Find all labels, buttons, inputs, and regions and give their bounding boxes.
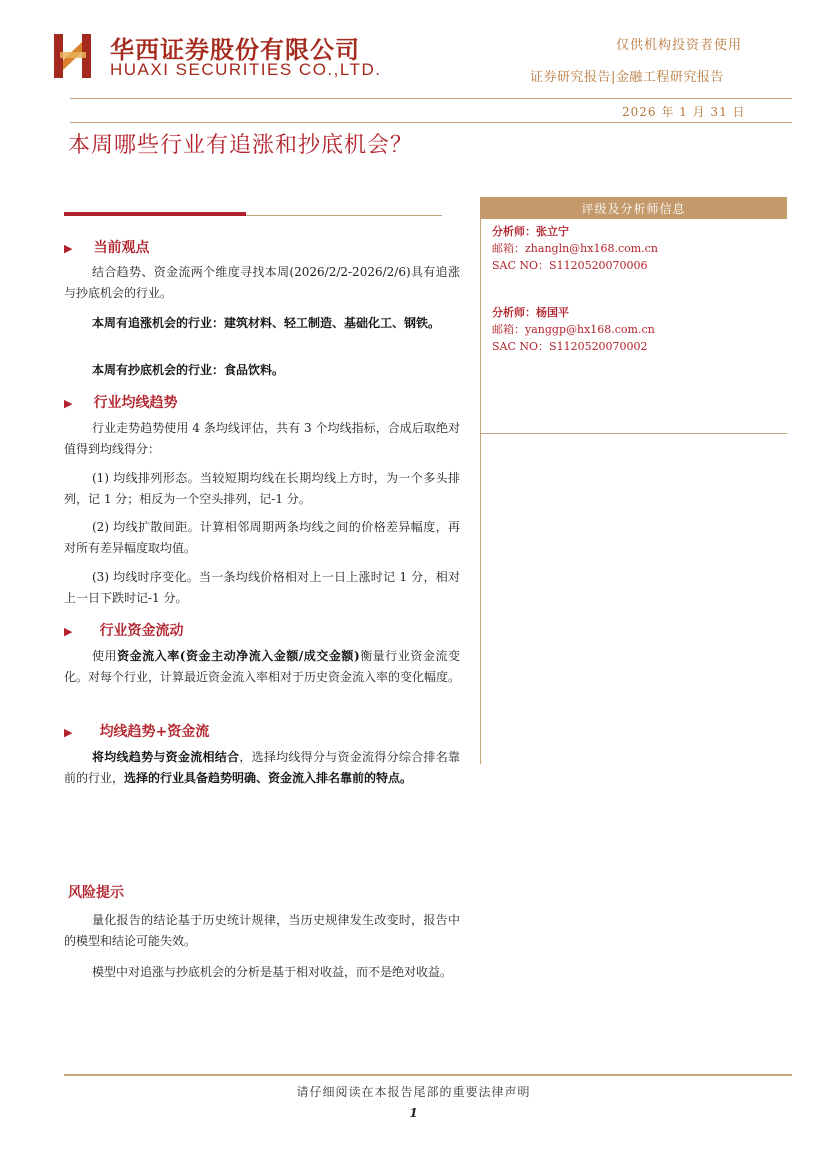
section-title: 行业均线趋势	[93, 395, 178, 411]
section-combo-heading	[64, 721, 209, 741]
view-paragraph-3	[64, 360, 460, 381]
analyst-sac: SAC NO：S1120520070002	[492, 340, 648, 353]
audience-note: 仅供机构投资者使用	[616, 38, 743, 53]
analyst-email[interactable]: 邮箱：yanggp@hx168.com.cn	[492, 323, 655, 336]
ma-paragraph-1: 行业走势趋势使用 4 条均线评估，共有 3 个均线指标，合成后取绝对值得到均线得分：	[64, 421, 460, 456]
triangle-bullet-icon: ▶	[64, 242, 73, 255]
analyst-sac: SAC NO：S1120520070006	[492, 259, 648, 272]
huaxi-logo-icon	[52, 30, 98, 80]
date-divider	[70, 122, 792, 123]
ma-paragraph-2: (1) 均线排列形态。当较短期均线在长期均线上方时，为一个多头排列，记 1 分；相反为一个空头排列，记-1 分。	[64, 471, 460, 506]
triangle-bullet-icon: ▶	[64, 397, 73, 410]
page-number: 1	[409, 1106, 418, 1120]
section-view-heading	[64, 237, 150, 257]
risk-paragraph-2: 模型中对追涨与抄底机会的分析是基于相对收益，而不是绝对收益。	[92, 965, 453, 979]
bold-text: 资金流入率(资金主动净流入金额/成交金额)	[117, 649, 360, 663]
section-title: 当前观点	[93, 240, 150, 256]
ma-paragraph-4: (3) 均线时序变化。当一条均线价格相对上一日上涨时记 1 分，相对上一日下跌时记-1 分。	[64, 570, 460, 605]
triangle-bullet-icon: ▶	[64, 726, 73, 739]
flow-paragraph-1	[64, 646, 460, 688]
bold-text: 选择的行业具备趋势明确、资金流入排名靠前的特点。	[124, 771, 413, 785]
analyst-info-title: 评级及分析师信息	[581, 202, 686, 216]
section-title: 均线趋势+资金流	[99, 724, 210, 740]
section-flow-heading	[64, 620, 184, 640]
sidebar-rule	[480, 433, 787, 434]
ma-paragraph-3: (2) 均线扩散间距。计算相邻周期两条均线之间的价格差异幅度，再对所有差异幅度取均值。	[64, 520, 460, 555]
analyst-email[interactable]: 邮箱：zhangln@hx168.com.cn	[492, 242, 658, 255]
section-accent-bar	[64, 212, 246, 216]
report-date: 2026 年 1 月 31 日	[622, 105, 746, 119]
report-title: 本周哪些行业有追涨和抄底机会？	[68, 133, 414, 158]
sidebar-divider	[480, 219, 481, 764]
triangle-bullet-icon: ▶	[64, 625, 73, 638]
analyst-name: 分析师：杨国平	[492, 306, 569, 319]
header-divider	[70, 98, 792, 99]
bold-text: 将均线趋势与资金流相结合	[92, 750, 240, 764]
risk-paragraph-1: 量化报告的结论基于历史统计规律，当历史规律发生改变时，报告中的模型和结论可能失效。	[64, 913, 460, 948]
section-ma-heading	[64, 392, 178, 412]
combo-paragraph-1	[64, 747, 460, 789]
plain-text: 衡量行业资金流变化。对每个行业，计算最近资金流入率相对于历史资金流入率的变化幅度。	[64, 649, 461, 684]
plain-text: ，选择均线得分与资金流得分综合排名靠前的行业，	[64, 750, 460, 785]
view-paragraph-2	[64, 313, 460, 334]
company-name-cn: 华西证券股份有限公司	[110, 36, 360, 64]
footer-disclaimer: 请仔细阅读在本报告尾部的重要法律声明	[296, 1085, 531, 1099]
plain-text: 使用	[92, 649, 118, 663]
section-title: 行业资金流动	[99, 623, 184, 639]
bold-text: 本周有追涨机会的行业：建筑材料、轻工制造、基础化工、钢铁。	[92, 316, 441, 330]
footer-divider	[64, 1074, 792, 1076]
risk-heading: 风险提示	[68, 885, 124, 901]
report-type: 证券研究报告|金融工程研究报告	[530, 70, 724, 85]
company-name-en: HUAXI SECURITIES CO.,LTD.	[110, 60, 382, 79]
view-paragraph-1: 结合趋势、资金流两个维度寻找本周(2026/2/2-2026/2/6)具有追涨与抄底机会的行业。	[64, 265, 460, 300]
analyst-name: 分析师：张立宁	[492, 225, 569, 238]
section-accent-line	[246, 215, 442, 216]
bold-text: 本周有抄底机会的行业：食品饮料。	[92, 363, 285, 377]
